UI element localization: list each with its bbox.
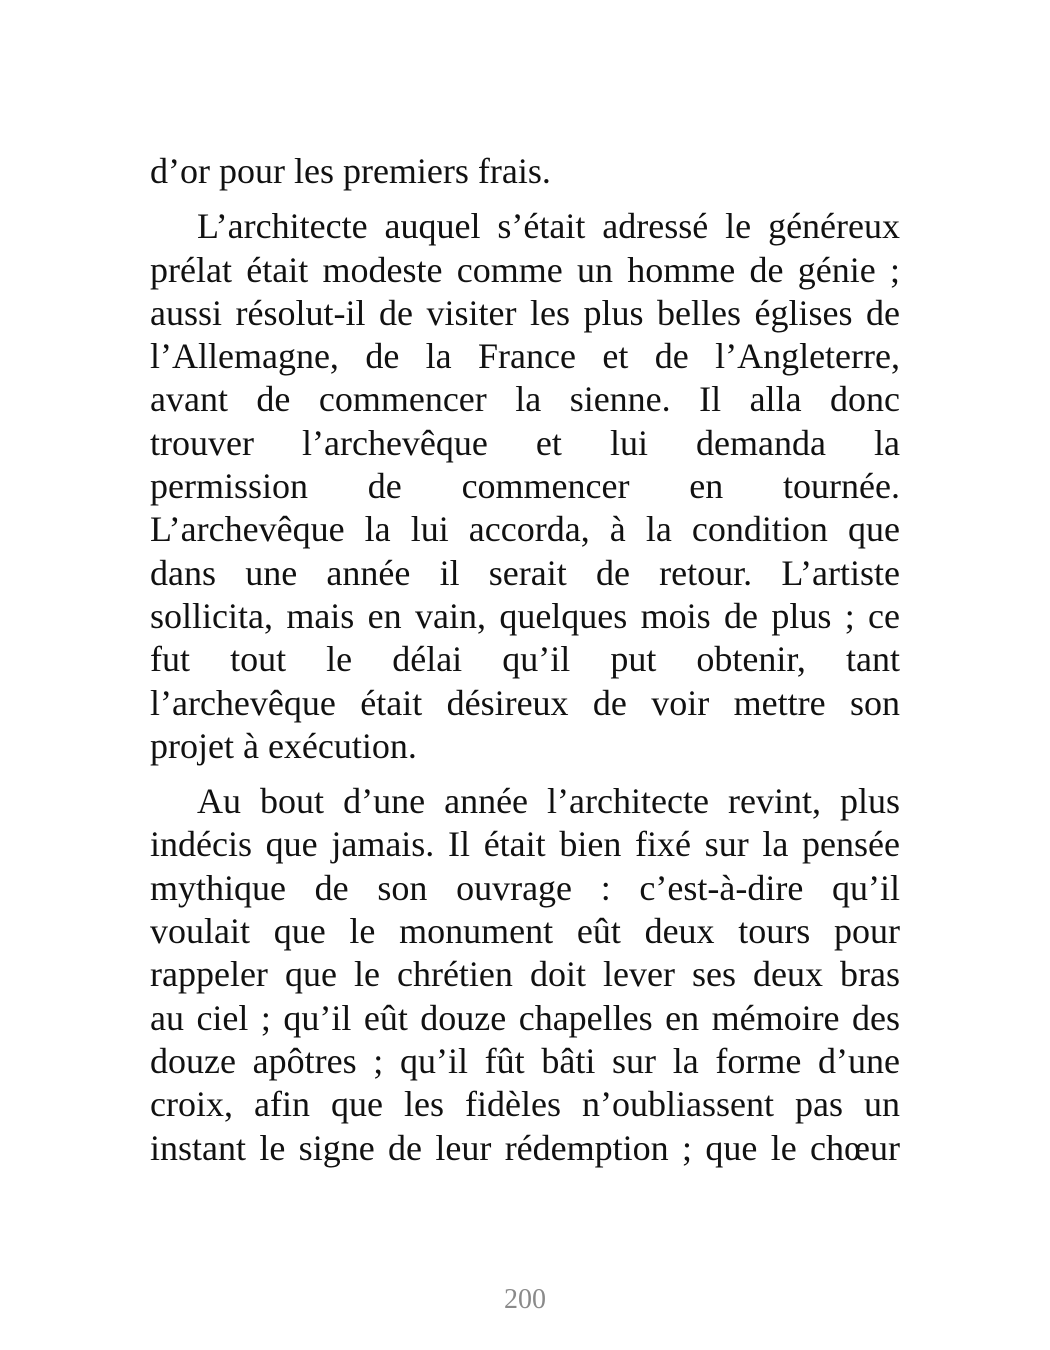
text-line: mythique de son ouvrage : c’est-à-dire qu’il [150,867,900,908]
text-line: prélat était modeste comme un homme de génie ; [150,249,900,290]
text-line: projet à exécution. [150,725,417,766]
text-line: croix, afin que les fidèles n’oubliassent pas un [150,1084,900,1125]
paragraph [150,150,900,193]
text-line: L’architecte auquel s’était adressé le généreux [197,206,900,247]
paragraph [150,780,900,1170]
page-body [150,150,900,1170]
text-line: L’archevêque la lui accorda, à la condition que [150,509,900,550]
text-line: aussi résolut-il de visiter les plus belles églises de [150,292,900,333]
text-line: l’archevêque était désireux de voir mettre son [150,682,900,723]
text-line: avant de commencer la sienne. Il alla donc [150,379,900,420]
text-line: douze apôtres ; qu’il fût bâti sur la forme d’une [150,1040,900,1081]
text-line: au ciel ; qu’il eût douze chapelles en mémoire des [150,997,900,1038]
text-line: sollicita, mais en vain, quelques mois de plus ; ce [150,595,900,636]
text-line: fut tout le délai qu’il put obtenir, tant [150,639,900,680]
text-line: l’Allemagne, de la France et de l’Angleterre, [150,336,900,377]
text-line: indécis que jamais. Il était bien fixé sur la pensée [150,824,900,865]
text-line: rappeler que le chrétien doit lever ses deux bras [150,954,900,995]
text-line: voulait que le monument eût deux tours pour [150,911,900,952]
text-line: instant le signe de leur rédemption ; que le chœur [150,1127,900,1168]
text-line: permission de commencer en tournée. [150,466,900,507]
paragraph [150,205,900,768]
text-line: Au bout d’une année l’architecte revint, plus [197,781,900,822]
text-line: d’or pour les premiers frais. [150,151,551,191]
text-line: dans une année il serait de retour. L’artiste [150,552,900,593]
text-line: trouver l’archevêque et lui demanda la [150,422,900,463]
page-number: 200 [504,1284,546,1315]
